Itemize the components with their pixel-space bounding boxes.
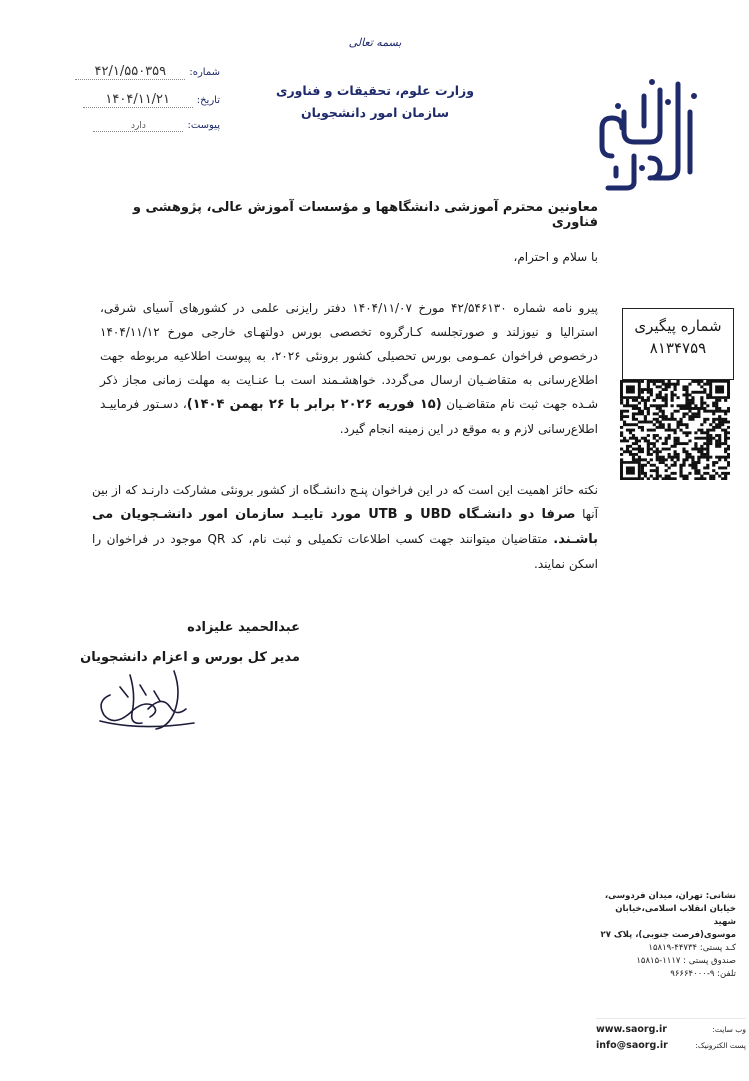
organization-logo	[594, 72, 702, 192]
basmala: بسمه تعالی	[348, 36, 402, 49]
letter-attachment-row	[40, 120, 220, 132]
letter-date-row	[40, 92, 220, 108]
letter-number-label: شماره:	[189, 67, 220, 78]
salutation: با سلام و احترام،	[513, 250, 598, 264]
signer-title: مدیر کل بورس و اعزام دانشجویان	[80, 650, 300, 665]
letter-number-value: ۴۲/۱/۵۵۰۳۵۹	[75, 64, 185, 80]
letter-attachment-value: دارد	[93, 121, 183, 132]
logo-emblem-icon	[594, 72, 702, 192]
email-link[interactable]: info@saorg.ir	[596, 1040, 668, 1051]
signature-icon	[90, 665, 200, 735]
website-link[interactable]: www.saorg.ir	[596, 1024, 667, 1035]
email-row	[596, 1038, 746, 1054]
address-line: خیابان انقلاب اسلامی،خیابان شهید	[615, 904, 736, 927]
footer-address	[596, 890, 736, 981]
letter-attachment-label: پیوست:	[187, 120, 220, 131]
approved-universities-highlight: صرفا دو دانشـگاه UBD و UTB مورد تاییـد سازمان امور دانشـجویان می باشـند.	[92, 507, 598, 547]
website-row	[596, 1022, 746, 1038]
ministry-name: وزارت علوم، تحقیقات و فناوری	[275, 83, 475, 98]
footer-contact	[596, 1022, 746, 1054]
signer-name: عبدالحمید علیزاده	[187, 620, 300, 635]
letter-date-label: تاریخ:	[196, 95, 220, 106]
po-box-line: صندوق پستی : ۱۱۱۷-۱۵۸۱۵	[636, 956, 736, 966]
website-label: وب سایت:	[712, 1025, 746, 1034]
qr-code	[620, 380, 730, 480]
tracking-number-label: شماره پیگیری	[634, 317, 722, 335]
paragraph-2-text-a: نکته حائز اهمیت این است که در این فراخوان پنـج دانشـگاه از کشور برونئی مشارکت دارنـد که از بین آنها	[92, 483, 598, 521]
letter-date-value: ۱۴۰۴/۱۱/۲۱	[83, 92, 193, 108]
qr-code-icon	[620, 380, 730, 480]
paragraph-1-text-a: پیرو نامه شماره ۴۲/۵۴۶۱۳۰ مورخ ۱۴۰۴/۱۱/۰۷ دفتر رایزنی علمی در کشورهای آسیای شرقی، استرالیا و نیوزلند و صورتجلسه کـارگروه تخصصی بورس دولتهـای خارجی مورخ ۱۴۰۴/۱۱/۱۲ درخصوص فراخوان عمـومی بورس تحصیلی کشور برونئی ۲۰۲۶، به پیوست اطلاعیه مربوطه جهت اطلاع‌رسانی به متقاضـیان ارسال می‌گردد. خواهشـمند است بـا عنـایت به مهلت زمانی مجاز ذکر شـده جهت ثبت نام متقاضـیان	[100, 301, 599, 411]
tracking-number-value: ۸۱۳۴۷۵۹	[649, 339, 707, 357]
addressee: معاونین محترم آموزشی دانشگاهها و مؤسسات آموزش عالی، پژوهشی و فناوری	[132, 200, 598, 230]
address-line: موسوی(فرصت جنوبی)، پلاک ۲۷	[600, 930, 736, 940]
body-paragraph-1	[100, 296, 598, 441]
paragraph-2-text-b: متقاضیان میتوانند جهت کسب اطلاعات تکمیلی و ثبت نام، کد QR موجود در فراخوان را اسکن نمایند.	[92, 532, 598, 571]
letter-number-row	[40, 64, 220, 80]
letter-meta	[40, 64, 220, 132]
phone-line: تلفن: ۹-۹۶۶۶۴۰۰۰	[670, 969, 736, 979]
paragraph-1-text-b: ، دسـتور فرماییـد اطلاع‌رسانی لازم و به موقع در این زمینه انجام گیرد.	[100, 397, 598, 436]
email-label: پست الکترونیک:	[695, 1041, 746, 1050]
footer-divider	[596, 1018, 746, 1019]
letterhead-title	[270, 80, 480, 124]
tracking-number-box	[622, 308, 734, 380]
address-line: نشانی: تهران، میدان فردوسی،	[604, 891, 736, 901]
body-paragraph-2	[92, 478, 598, 576]
handwritten-signature	[90, 665, 200, 735]
deadline-highlight: (۱۵ فوریه ۲۰۲۶ برابر با ۲۶ بهمن ۱۴۰۴)	[186, 397, 442, 412]
organization-name: سازمان امور دانشجویان	[300, 105, 450, 120]
postal-code-line: کـد پستی: ۴۴۷۳۴-۱۵۸۱۹	[648, 943, 736, 953]
